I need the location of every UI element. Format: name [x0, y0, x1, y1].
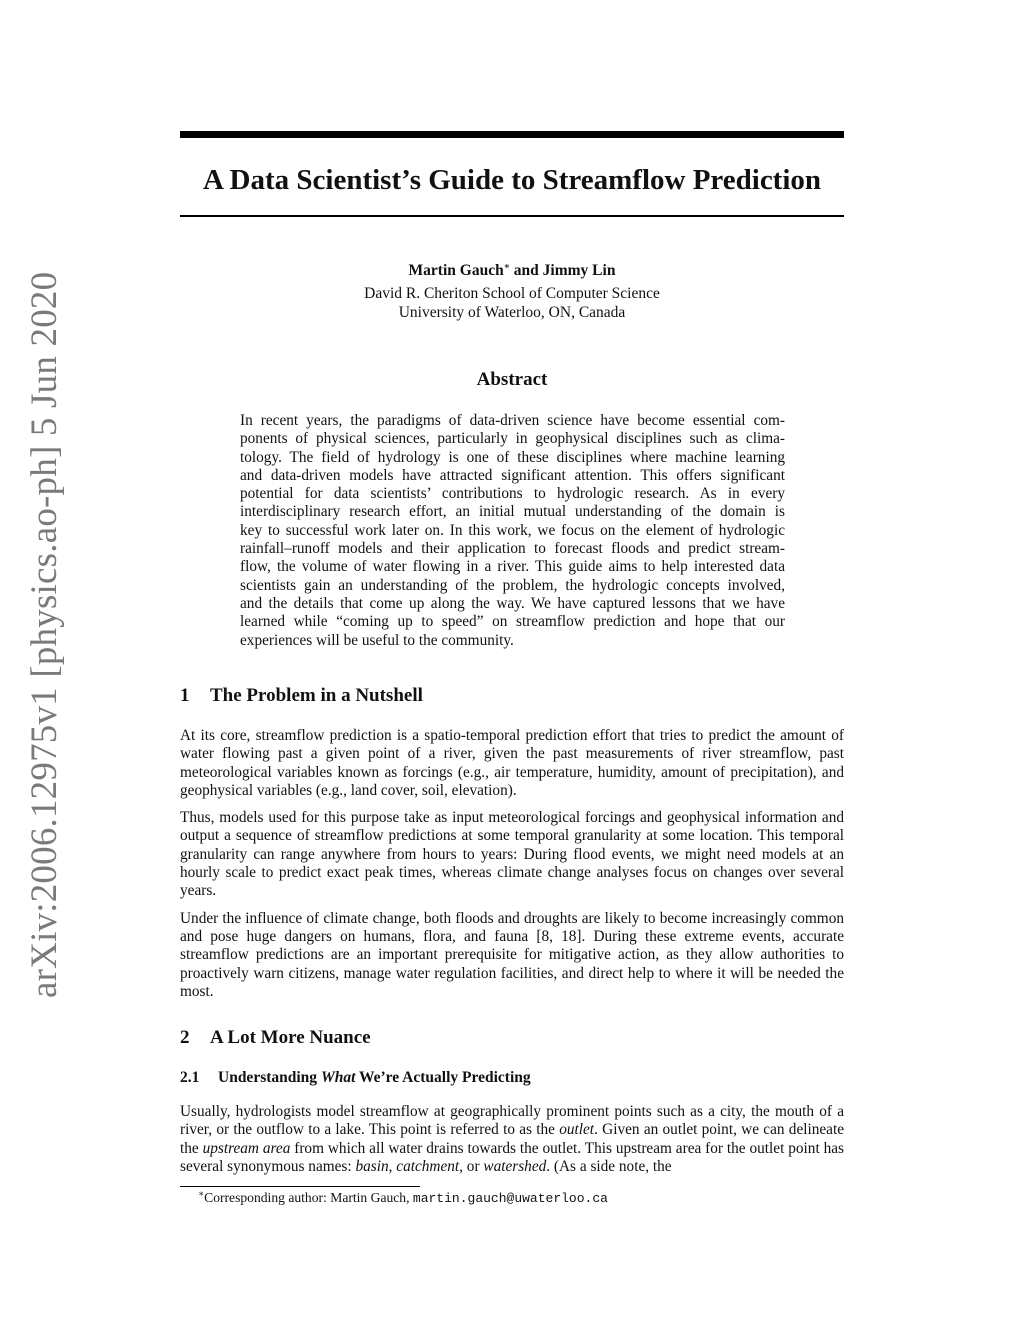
abstract-line: potential for data scientists’ contributions to hydrologic research. As in every [240, 485, 785, 503]
footnote-text: Corresponding author: Martin Gauch, [204, 1190, 413, 1205]
author-footnote-marker: ∗ [503, 260, 510, 271]
footnote [198, 1189, 608, 1208]
section-title: The Problem in a Nutshell [210, 685, 423, 706]
term-basin: basin [355, 1157, 389, 1175]
abstract-line: and data-driven models have attracted significant attention. This offers significant [240, 466, 785, 484]
affiliation-line-2: University of Waterloo, ON, Canada [398, 304, 626, 321]
abstract-line: learned while “coming up to speed” on streamflow prediction and hope that our [240, 613, 785, 631]
abstract-heading: Abstract [476, 369, 548, 390]
abstract-line: ponents of physical sciences, particularly in geophysical disciplines such as clima- [240, 430, 785, 448]
text-run: , or [459, 1157, 484, 1175]
title-rule-bottom [180, 215, 844, 217]
term-watershed: watershed [483, 1157, 547, 1175]
abstract-line: and the details that come up along the way. We have captured lessons that we have [240, 594, 785, 612]
section-2-heading [180, 1027, 844, 1049]
subsection-title-em: What [320, 1069, 356, 1086]
title-rule-top [180, 131, 844, 138]
subsection-2-1-body [180, 1103, 844, 1176]
abstract-line: flow, the volume of water flowing in a river. This guide aims to help interested data [240, 558, 785, 576]
subsection-2-1-heading [180, 1069, 844, 1087]
author-2: Jimmy Lin [542, 262, 616, 279]
arxiv-identifier: arXiv:2006.12975v1 [physics.ao-ph] 5 Jun 2020 [24, 271, 65, 998]
section-number: 2 [180, 1027, 190, 1048]
section-number: 1 [180, 685, 190, 706]
footnote-rule [180, 1186, 420, 1187]
text-run: from which all water drains towards the outlet. This upstream area for the outlet point has several synonymous names: [180, 1139, 844, 1175]
author-1: Martin Gauch [408, 262, 504, 279]
subsection-title-post: We’re Actually Predicting [355, 1069, 531, 1086]
section-2-heading-block [180, 1027, 844, 1049]
paragraph: Thus, models used for this purpose take as input meteorological forcings and geophysical information and output a sequence of streamflow predictions at some temporal granularity at some location. This temporal granularity can range anywhere from hours to years: During flood events, we might need models at an hourly scale to predict exact peak times, whereas climate change analyses focus on changes over several years. [180, 809, 844, 900]
text-run: , [388, 1157, 397, 1175]
section-1-heading-block [180, 685, 844, 707]
abstract-line: rainfall–runoff models and their application to forecast floods and predict stream- [240, 540, 785, 558]
section-title: A Lot More Nuance [210, 1027, 371, 1048]
author-block [180, 261, 844, 322]
paragraph: Under the influence of climate change, both floods and droughts are likely to become increasingly common and pose huge dangers on humans, flora, and fauna [8, 18]. During these extreme events, accurate streamflow predictions are an important prerequisite for mitigative action, as they allow authorities to proactively warn citizens, manage water regulation facilities, and direct help to where it will be needed the most. [180, 909, 844, 1000]
author-names [180, 261, 844, 280]
abstract-line: key to successful work later on. In this work, we focus on the element of hydrologic [240, 521, 785, 539]
paragraph: At its core, streamflow prediction is a spatio-temporal prediction effort that tries to predict the amount of water flowing past a given point of a river, given the past measurements of river streamflow, past meteorological variables known as forcings (e.g., air temperature, humidity, amount of precipitation), and geophysical variables (e.g., land cover, soil, elevation). [180, 727, 844, 799]
footnote-marker: ∗ [198, 1188, 205, 1199]
paragraph [180, 1103, 844, 1176]
section-1-heading [180, 685, 844, 707]
text-run: . Given an outlet point, we can delineate the [180, 1121, 844, 1157]
author-joiner: and [509, 262, 543, 279]
abstract-line: interdisciplinary research effort, an initial mutual understanding of the domain is [240, 503, 785, 521]
subsection-title-pre: Understanding [218, 1069, 321, 1086]
abstract-line: In recent years, the paradigms of data-driven science have become essential com- [240, 412, 785, 429]
text-run: . (As a side note, the [546, 1157, 672, 1175]
abstract-line: experiences will be useful to the community. [240, 631, 514, 649]
abstract-body [240, 412, 785, 650]
affiliation-line-1: David R. Cheriton School of Computer Science [364, 285, 660, 302]
section-1-body [180, 727, 844, 1001]
text-run: Usually, hydrologists model streamflow at geographically prominent points such as a city, the mouth of a river, or the outflow to a lake. This point is referred to as the [180, 1103, 844, 1139]
term-outlet: outlet [559, 1121, 595, 1139]
subsection-2-1-heading-block [180, 1069, 844, 1087]
term-upstream-area: upstream area [202, 1139, 291, 1157]
footnote-email-link[interactable]: martin.gauch@uwaterloo.ca [412, 1191, 608, 1206]
term-catchment: catchment [396, 1157, 460, 1175]
abstract-line: scientists gain an understanding of the problem, the hydrologic concepts involved, [240, 576, 785, 594]
abstract-line: tology. The field of hydrology is one of these disciplines where machine learning [240, 448, 785, 466]
paper-title: A Data Scientist’s Guide to Streamflow Prediction [202, 164, 822, 196]
subsection-number: 2.1 [180, 1069, 200, 1086]
